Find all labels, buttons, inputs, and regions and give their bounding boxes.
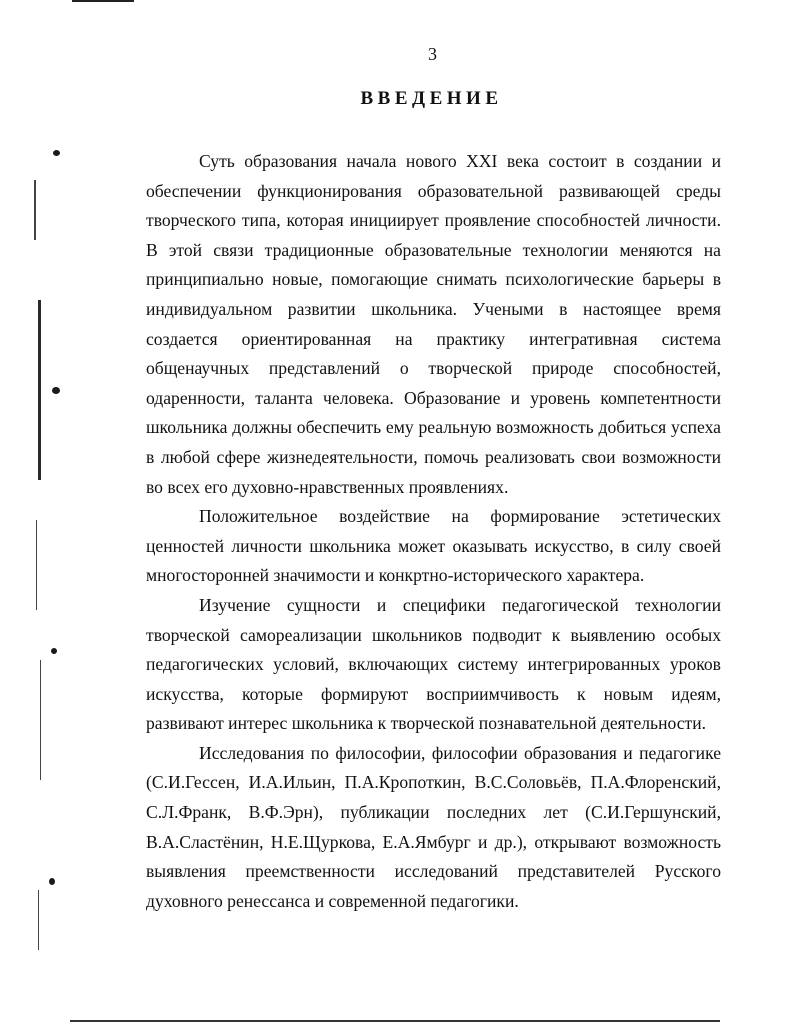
scan-edge-mark (40, 660, 41, 780)
scan-edge-mark (36, 520, 37, 610)
scan-top-rule (72, 0, 134, 2)
scan-edge-mark (38, 890, 39, 950)
paragraph: Суть образования начала нового XXI века состоит в создании и обеспечении функционирования образовательной развивающей среды творческого типа, которая инициирует проявление способностей личности. В этой связи традиционные образовательные технологии меняются на принципиально новые, помогающие снимать психологические барьеры в индивидуальном развитии школьника. Учеными в настоящее время создается ориентированная на практику интегративная система общенаучных представлений о творческой природе способностей, одаренности, таланта человека. Образование и уровень компетентности школьника должны обеспечить ему реальную возможность добиться успеха в любой сфере жизнедеятельности, помочь реализовать свои возможности во всех его духовно-нравственных проявлениях. (146, 151, 721, 497)
scan-speck (52, 387, 60, 394)
scan-bottom-rule (70, 1020, 720, 1022)
scan-speck (51, 648, 57, 654)
paragraph: Положительное воздействие на формирование эстетических ценностей личности школьника может оказывать искусство, в силу своей многосторонней значимости и конкртно-исторического характера. (146, 506, 721, 586)
scan-speck (53, 150, 60, 156)
scan-speck (49, 878, 55, 885)
scan-edge-mark (38, 300, 41, 480)
body-text (146, 147, 721, 916)
paragraph: Изучение сущности и специфики педагогической технологии творческой самореализации школьников подводит к выявлению особых педагогических условий, включающих систему интегрированных уроков искусства, которые формируют восприимчивость к новым идеям, развивают интерес школьника к творческой познавательной деятельности. (146, 594, 721, 734)
paragraph: Исследования по философии, философии образования и педагогике (С.И.Гессен, И.А.Ильин, П.А.Кропоткин, В.С.Соловьёв, П.А.Флоренский, С.Л.Франк, В.Ф.Эрн), публикации последних лет (С.И.Гершунский, В.А.Сластёнин, Н.Е.Щуркова, Е.А.Ямбург и др.), открывают возможность выявления преемственности исследований представителей Русского духовного ренессанса и современной педагогики. (146, 742, 721, 911)
page-number: 3 (428, 44, 437, 64)
page-title: ВВЕДЕНИЕ (360, 88, 503, 109)
scan-edge-mark (34, 180, 36, 240)
